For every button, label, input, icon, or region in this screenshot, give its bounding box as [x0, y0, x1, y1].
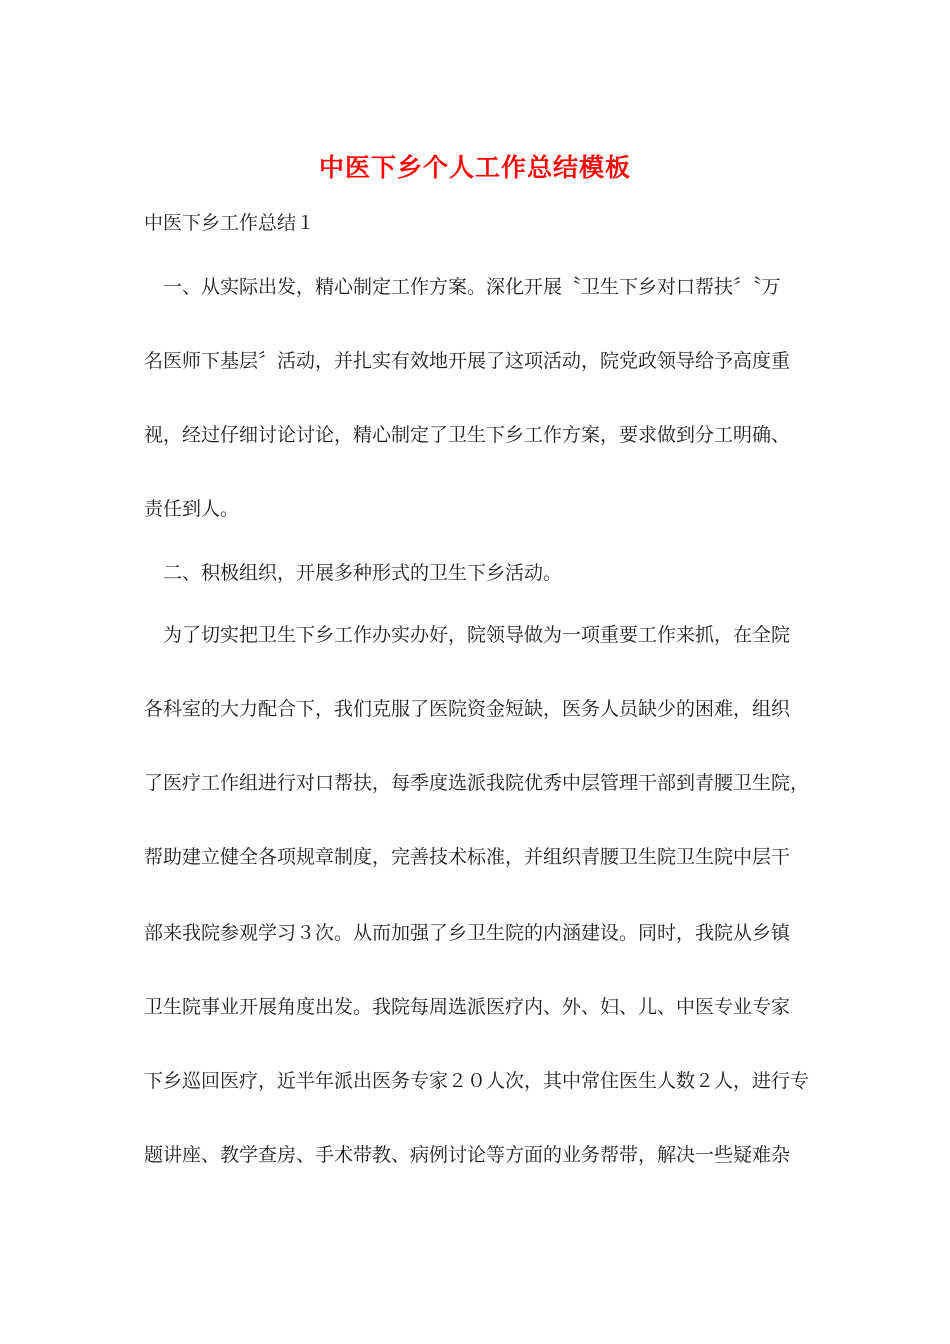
paragraph-line: 二、积极组织，开展多种形式的卫生下乡活动。 [144, 562, 563, 584]
paragraph-line: 各科室的大力配合下，我们克服了医院资金短缺，医务人员缺少的困难，组织 [144, 698, 791, 720]
paragraph-line: 为了切实把卫生下乡工作办实办好，院领导做为一项重要工作来抓，在全院 [144, 624, 791, 646]
paragraph-line: 卫生院事业开展角度出发。我院每周选派医疗内、外、妇、儿、中医专业专家 [144, 996, 791, 1018]
paragraph-line: 视，经过仔细讨论讨论，精心制定了卫生下乡工作方案，要求做到分工明确、 [144, 424, 791, 446]
paragraph-line: 名医师下基层〞活动，并扎实有效地开展了这项活动，院党政领导给予高度重 [144, 350, 791, 372]
paragraph-line: 部来我院参观学习３次。从而加强了乡卫生院的内涵建设。同时，我院从乡镇 [144, 922, 791, 944]
paragraph-line: 题讲座、教学查房、手术带教、病例讨论等方面的业务帮带，解决一些疑难杂 [144, 1144, 791, 1166]
paragraph-line: 帮助建立健全各项规章制度，完善技术标准，并组织青腰卫生院卫生院中层干 [144, 846, 791, 868]
paragraph-line: 了医疗工作组进行对口帮扶，每季度选派我院优秀中层管理干部到青腰卫生院， [144, 772, 810, 794]
paragraph-line: 下乡巡回医疗，近半年派出医务专家２０人次，其中常住医生人数２人，进行专 [144, 1070, 810, 1092]
document-title: 中医下乡个人工作总结模板 [318, 153, 631, 182]
paragraph-line: 一、从实际出发，精心制定工作方案。深化开展〝卫生下乡对口帮扶〞〝万 [144, 276, 781, 298]
section-heading: 中医下乡工作总结１ [144, 212, 316, 234]
paragraph-line: 责任到人。 [144, 498, 240, 520]
